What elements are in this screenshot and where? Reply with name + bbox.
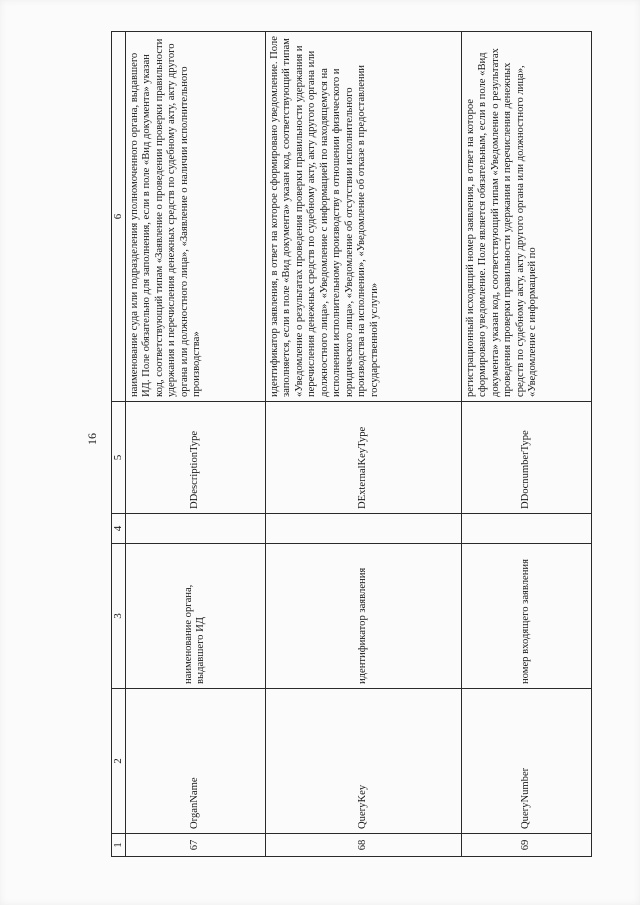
header-row [112, 32, 126, 857]
col-header-3: 3 [112, 544, 126, 689]
row-number: 67 [125, 834, 265, 857]
specification-table [111, 31, 592, 857]
col-header-2: 2 [112, 689, 126, 834]
table-row [461, 32, 591, 857]
field-label: идентификатор заявления [265, 544, 461, 689]
field-description: идентификатор заявления, в ответ на которое сформировано уведомление. Поле заполняется, если в поле «Вид документа» указан код, соответствующий типам «Уведомление о результатах проведения проверки правильности удержания и перечисления денежных средств по судебному акту, акту другого органа или должностного лица», «Уведомление с информацией по находящемуся на исполнении исполнительному производству в отношении физического и юридического лица», «Уведомление об отсутствии исполнительного производства на исполнении», «Уведомление об отказе в предоставлении государственной услуги» [265, 32, 461, 402]
col-header-1: 1 [112, 834, 126, 857]
field-type: DDescriptionType [125, 402, 265, 514]
field-name: QueryNumber [461, 689, 591, 834]
page-number: 16 [85, 433, 99, 445]
field-name: QueryKey [265, 689, 461, 834]
field-type: DExternalKeyType [265, 402, 461, 514]
field-col4 [125, 514, 265, 544]
row-number: 69 [461, 834, 591, 857]
field-col4 [265, 514, 461, 544]
rotated-content [83, 32, 591, 857]
field-description: регистрационный исходящий номер заявления, в ответ на которое сформировано уведомление. Поле является обязательным, если в поле «Вид документа» указан код, соответствующий типам «Уведомление о результатах проведения проверки правильности удержания и перечисления денежных средств по судебному акту, акту другого органа или должностного лица», «Уведомление с информацией по [461, 32, 591, 402]
col-header-5: 5 [112, 402, 126, 514]
field-label: номер входящего заявления [461, 544, 591, 689]
table-row [265, 32, 461, 857]
field-type: DDocnumberType [461, 402, 591, 514]
col-header-6: 6 [112, 32, 126, 402]
field-label: наименование органа, выдавшего ИД [125, 544, 265, 689]
row-number: 68 [265, 834, 461, 857]
col-header-4: 4 [112, 514, 126, 544]
field-col4 [461, 514, 591, 544]
table-row [125, 32, 265, 857]
field-name: OrganName [125, 689, 265, 834]
field-description: наименование суда или подразделения уполномоченного органа, выдавшего ИД. Поле обязательно для заполнения, если в поле «Вид документа» указан код, соответствующий типам «Заявление о проведении проверки правильности удержания и перечисления денежных средств по судебному акту, акту другого органа или должностного лица», «Заявление о наличии исполнительного производства» [125, 32, 265, 402]
